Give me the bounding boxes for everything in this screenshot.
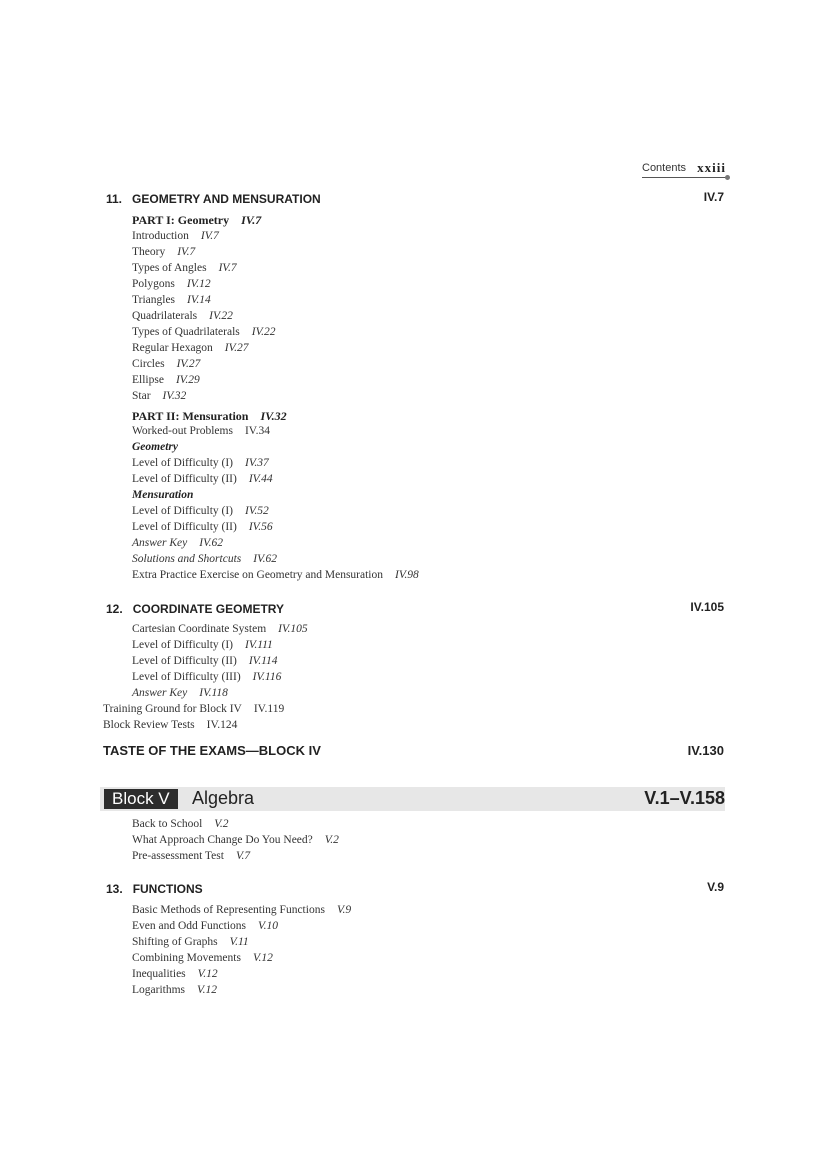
entry-page: IV.52 xyxy=(245,505,269,517)
toc-entry[interactable] xyxy=(132,457,269,469)
entry-page: IV.27 xyxy=(224,342,249,354)
subheading-geometry: Geometry xyxy=(132,441,178,453)
entry-title: Types of Quadrilaterals xyxy=(132,326,240,338)
entry-page: V.12 xyxy=(197,984,217,996)
entry-page: IV.7 xyxy=(218,262,237,274)
toc-entry-block-review[interactable] xyxy=(103,719,237,731)
subheading-mensuration: Mensuration xyxy=(132,489,194,501)
entry-page: IV.98 xyxy=(395,569,419,581)
chapter-title: COORDINATE GEOMETRY xyxy=(132,602,285,616)
toc-entry[interactable] xyxy=(132,936,249,948)
entry-title: Level of Difficulty (I) xyxy=(132,505,234,517)
part-2-heading[interactable] xyxy=(132,409,287,424)
entry-page: IV.56 xyxy=(248,521,273,533)
entry-title: Solutions and Shortcuts xyxy=(132,553,242,565)
toc-entry[interactable] xyxy=(132,655,278,667)
part-title: PART I: Geometry xyxy=(132,213,230,227)
entry-title: Shifting of Graphs xyxy=(132,936,218,948)
entry-page: IV.111 xyxy=(245,639,273,651)
taste-of-exams-heading[interactable]: TASTE OF THE EXAMS—BLOCK IV xyxy=(103,743,321,758)
entry-page: IV.105 xyxy=(278,623,308,635)
taste-of-exams-page: IV.130 xyxy=(687,743,724,758)
entry-title: Level of Difficulty (III) xyxy=(132,671,241,683)
entry-title: Level of Difficulty (I) xyxy=(132,457,234,469)
entry-title: Pre-assessment Test xyxy=(132,850,224,862)
chapter-title: FUNCTIONS xyxy=(132,882,203,896)
entry-title: What Approach Change Do You Need? xyxy=(132,834,313,846)
toc-entry[interactable] xyxy=(132,505,269,517)
entry-page: V.12 xyxy=(197,968,218,980)
entry-page: V.11 xyxy=(229,936,249,948)
entry-page: IV.62 xyxy=(253,553,278,565)
part-page: IV.32 xyxy=(260,409,287,423)
toc-entry[interactable] xyxy=(132,623,308,635)
entry-title: Level of Difficulty (II) xyxy=(132,521,237,533)
toc-entry[interactable] xyxy=(132,968,218,980)
chapter-number: 12. xyxy=(106,602,123,616)
entry-title: Back to School xyxy=(132,818,203,830)
entry-page: V.10 xyxy=(258,920,278,932)
toc-entry[interactable] xyxy=(132,952,273,964)
entry-page: IV.116 xyxy=(252,671,282,683)
entry-title: Basic Methods of Representing Functions xyxy=(132,904,325,916)
toc-entry[interactable] xyxy=(132,326,276,338)
entry-page: IV.22 xyxy=(209,310,233,322)
entry-page: IV.32 xyxy=(162,390,187,402)
part-1-heading[interactable] xyxy=(132,213,261,228)
entry-title: Polygons xyxy=(132,278,175,290)
entry-title: Quadrilaterals xyxy=(132,310,198,322)
entry-page: IV.12 xyxy=(186,278,211,290)
entry-title: Level of Difficulty (II) xyxy=(132,473,237,485)
toc-entry-solutions[interactable] xyxy=(132,553,277,565)
running-head-dot xyxy=(725,175,730,180)
running-head xyxy=(642,160,730,178)
entry-title: Extra Practice Exercise on Geometry and Mensuration xyxy=(132,569,383,581)
toc-entry[interactable] xyxy=(132,374,200,386)
entry-title: Logarithms xyxy=(132,984,186,996)
running-head-rule xyxy=(642,177,728,178)
chapter-number: 11. xyxy=(106,192,123,206)
toc-entry[interactable] xyxy=(132,671,281,683)
toc-entry-training-ground[interactable] xyxy=(103,703,284,715)
toc-entry[interactable] xyxy=(132,342,249,354)
toc-entry[interactable] xyxy=(132,262,237,274)
entry-page: IV.119 xyxy=(253,703,285,715)
entry-title: Combining Movements xyxy=(132,952,241,964)
toc-entry[interactable] xyxy=(132,278,211,290)
toc-entry[interactable] xyxy=(132,390,186,402)
entry-title: Ellipse xyxy=(132,374,164,386)
toc-entry[interactable] xyxy=(132,294,211,306)
entry-page: IV.7 xyxy=(200,230,219,242)
entry-title: Triangles xyxy=(132,294,176,306)
entry-page: IV.37 xyxy=(245,457,269,469)
chapter-13-heading[interactable] xyxy=(106,880,203,898)
entry-title: Even and Odd Functions xyxy=(132,920,247,932)
toc-entry[interactable] xyxy=(132,920,278,932)
entry-title: Circles xyxy=(132,358,165,370)
entry-title: Types of Angles xyxy=(132,262,207,274)
entry-title: Inequalities xyxy=(132,968,186,980)
entry-page: IV.7 xyxy=(177,246,196,258)
entry-title: Block Review Tests xyxy=(103,719,195,731)
chapter-number: 13. xyxy=(106,882,123,896)
entry-title: Introduction xyxy=(132,230,189,242)
toc-entry[interactable] xyxy=(132,639,273,651)
toc-entry[interactable] xyxy=(132,246,195,258)
block-v-page-range: V.1–V.158 xyxy=(644,788,725,808)
entry-title: Training Ground for Block IV xyxy=(103,703,242,715)
part-title: PART II: Mensuration xyxy=(132,409,249,423)
block-v-name[interactable]: Algebra xyxy=(192,788,255,808)
entry-title: Theory xyxy=(132,246,166,258)
toc-entry-answer-key[interactable] xyxy=(132,537,223,549)
toc-entry[interactable] xyxy=(132,984,217,996)
entry-title: Level of Difficulty (II) xyxy=(132,655,237,667)
toc-entry[interactable] xyxy=(132,230,219,242)
chapter-11-heading[interactable] xyxy=(106,190,321,208)
entry-page: IV.114 xyxy=(248,655,278,667)
entry-title: Answer Key xyxy=(132,687,188,699)
entry-title: Answer Key xyxy=(132,537,188,549)
block-v-tag: Block V xyxy=(104,789,178,809)
toc-entry[interactable] xyxy=(132,425,270,437)
chapter-11-page: IV.7 xyxy=(703,190,724,204)
entry-page: V.7 xyxy=(235,850,251,862)
chapter-12-heading[interactable] xyxy=(106,600,284,618)
entry-page: IV.34 xyxy=(244,425,270,437)
entry-title: Worked-out Problems xyxy=(132,425,233,437)
chapter-13-page: V.9 xyxy=(707,880,724,894)
chapter-12-page: IV.105 xyxy=(690,600,724,614)
toc-entry[interactable] xyxy=(132,850,250,862)
entry-title: Regular Hexagon xyxy=(132,342,213,354)
running-head-page-number: xxiii xyxy=(697,160,726,175)
entry-page: IV.22 xyxy=(251,326,276,338)
entry-page: IV.27 xyxy=(176,358,201,370)
toc-entry-answer-key[interactable] xyxy=(132,687,228,699)
entry-page: IV.29 xyxy=(175,374,200,386)
entry-page: V.2 xyxy=(214,818,229,830)
toc-entry[interactable] xyxy=(132,834,339,846)
entry-title: Star xyxy=(132,390,151,402)
entry-page: V.12 xyxy=(252,952,273,964)
toc-entry[interactable] xyxy=(132,358,200,370)
entry-page: IV.118 xyxy=(199,687,228,699)
part-page: IV.7 xyxy=(241,213,262,227)
toc-entry[interactable] xyxy=(132,904,351,916)
toc-entry[interactable] xyxy=(132,473,273,485)
entry-page: IV.124 xyxy=(206,719,238,731)
entry-page: V.2 xyxy=(324,834,339,846)
toc-entry[interactable] xyxy=(132,310,233,322)
toc-entry[interactable] xyxy=(132,521,273,533)
entry-title: Level of Difficulty (I) xyxy=(132,639,234,651)
entry-page: IV.62 xyxy=(199,537,224,549)
entry-page: V.9 xyxy=(336,904,352,916)
toc-entry[interactable] xyxy=(132,818,228,830)
running-head-word: Contents xyxy=(642,162,687,174)
entry-page: IV.14 xyxy=(187,294,211,306)
chapter-title: GEOMETRY AND MENSURATION xyxy=(132,192,321,206)
toc-entry-extra-practice[interactable] xyxy=(132,569,419,581)
entry-title: Cartesian Coordinate System xyxy=(132,623,267,635)
entry-page: IV.44 xyxy=(248,473,273,485)
